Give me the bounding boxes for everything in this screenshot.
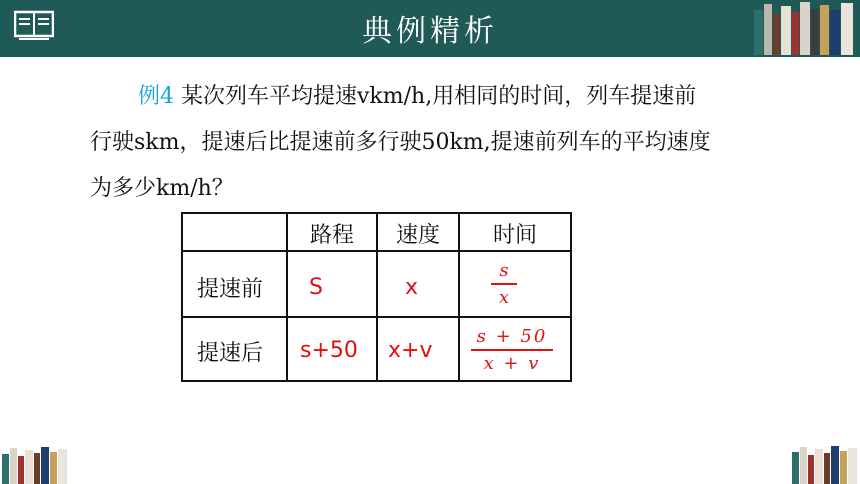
time-before-numerator: s [499,260,509,281]
header-distance: 路程 [309,223,354,248]
problem-line-2: 行驶skm，提速后比提速前多行驶50km,提速前列车的平均速度 [90,130,711,155]
problem-line-3: 为多少km/h？ [90,176,234,201]
data-table [181,212,572,382]
time-after-denominator: x + v [483,352,541,374]
problem-line-1: 某次列车平均提速vkm/h,用相同的时间，列车提速前 [181,84,697,109]
time-before-fraction [491,260,517,308]
header-bar [0,0,860,57]
example-label: 例4 [138,84,174,109]
time-after-numerator: s + 50 [476,326,548,347]
page-title: 典例精析 [362,14,498,49]
distance-after: s+50 [300,338,358,363]
row-label-before: 提速前 [197,277,264,302]
speed-before: x [405,275,419,300]
bookshelf-icon [790,444,860,484]
row-label-after: 提速后 [197,341,264,366]
time-before-denominator: x [498,286,510,308]
distance-before: S [309,275,323,300]
bookshelf-icon [750,0,860,57]
header-time: 时间 [492,223,537,248]
problem-text [90,74,790,212]
bookshelf-icon [0,444,70,484]
speed-after: x+v [388,338,433,363]
time-after-fraction [471,326,553,374]
header-speed: 速度 [395,223,440,248]
